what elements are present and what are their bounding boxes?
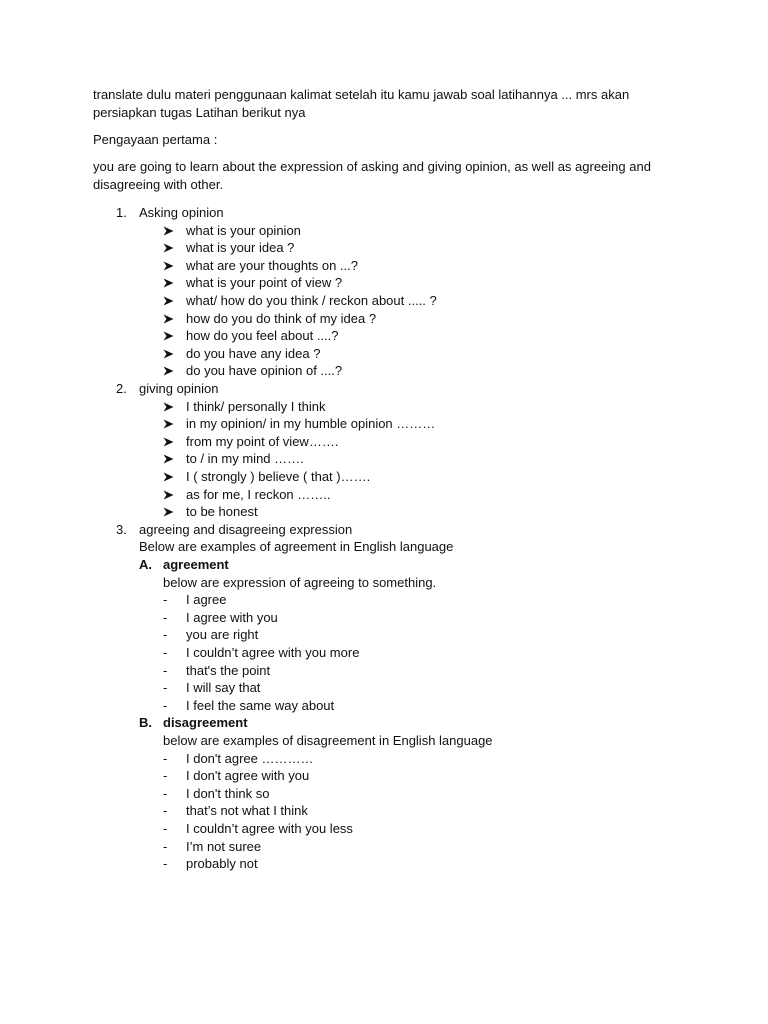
list-item: that's the point: [186, 662, 271, 678]
list-item: that’s not what I think: [186, 803, 308, 819]
list-item: what is your point of view ?: [186, 275, 343, 291]
arrowhead-bullet-icon: [163, 239, 179, 257]
list-item: in my opinion/ in my humble opinion ………: [186, 416, 436, 432]
arrowhead-bullet-icon: [163, 398, 179, 416]
list-item: I couldn’t agree with you more: [186, 645, 360, 660]
list-item: what are your thoughts on ...?: [186, 257, 358, 273]
dash-bullet: -: [163, 609, 168, 625]
section-title: giving opinion: [139, 381, 219, 396]
dash-bullet: -: [163, 750, 168, 766]
arrowhead-bullet-icon: [163, 327, 179, 345]
part-title: disagreement: [163, 715, 248, 731]
list-item: do you have opinion of ....?: [186, 363, 343, 379]
part-description: below are expression of agreeing to something.: [163, 574, 437, 590]
list-item: as for me, I reckon ……..: [186, 486, 331, 502]
list-item: what is your opinion: [186, 222, 301, 238]
part-letter: B.: [139, 715, 152, 731]
list-item: I couldn’t agree with you less: [186, 821, 353, 836]
dash-bullet: -: [163, 856, 168, 872]
list-item: what/ how do you think / reckon about ..... ?: [186, 293, 437, 308]
dash-bullet: -: [163, 662, 168, 678]
arrowhead-bullet-icon: [163, 486, 179, 504]
section-subtitle: Below are examples of agreement in English language: [139, 539, 454, 555]
list-item: I will say that: [186, 680, 261, 696]
part-description: below are examples of disagreement in English language: [163, 733, 493, 748]
section-title: Asking opinion: [139, 205, 224, 220]
intro-paragraph: translate dulu materi penggunaan kalimat setelah itu kamu jawab soal latihannya ... mrs akan persiapkan tugas Latihan berikut nya: [93, 87, 630, 120]
dash-bullet: -: [163, 803, 168, 819]
arrowhead-bullet-icon: [163, 468, 179, 486]
list-item: what is your idea ?: [186, 240, 295, 256]
list-item: I feel the same way about: [186, 697, 335, 713]
arrowhead-bullet-icon: [163, 450, 179, 468]
list-item: to / in my mind …….: [186, 451, 304, 467]
list-item: I ( strongly ) believe ( that )…….: [186, 469, 371, 484]
arrowhead-bullet-icon: [163, 274, 179, 292]
arrowhead-bullet-icon: [163, 362, 179, 380]
list-item: from my point of view…….: [186, 433, 339, 449]
dash-bullet: -: [163, 592, 168, 608]
section-number: 1.: [116, 205, 127, 220]
list-item: probably not: [186, 856, 258, 872]
list-item: I agree: [186, 592, 227, 608]
arrowhead-bullet-icon: [163, 503, 179, 521]
list-item: I don't think so: [186, 785, 270, 801]
arrowhead-bullet-icon: [163, 345, 179, 363]
list-item: I don't agree …………: [186, 750, 314, 766]
list-item: do you have any idea ?: [186, 345, 321, 361]
list-item: I’m not suree: [186, 838, 262, 854]
list-item: how do you feel about ....?: [186, 328, 339, 344]
list-item: how do you do think of my idea ?: [186, 310, 377, 326]
dash-bullet: -: [163, 627, 168, 643]
dash-bullet: -: [163, 838, 168, 854]
arrowhead-bullet-icon: [163, 433, 179, 451]
arrowhead-bullet-icon: [163, 292, 179, 310]
list-item: you are right: [186, 627, 259, 643]
dash-bullet: -: [163, 645, 168, 660]
section-title: agreeing and disagreeing expression: [139, 521, 353, 537]
list-item: I agree with you: [186, 609, 278, 625]
list-item: to be honest: [186, 504, 258, 520]
dash-bullet: -: [163, 680, 168, 696]
dash-bullet: -: [163, 768, 168, 784]
arrowhead-bullet-icon: [163, 310, 179, 328]
arrowhead-bullet-icon: [163, 222, 179, 240]
arrowhead-bullet-icon: [163, 415, 179, 433]
section-number: 3.: [116, 521, 127, 537]
dash-bullet: -: [163, 697, 168, 713]
section-number: 2.: [116, 381, 127, 396]
list-item: I think/ personally I think: [186, 398, 326, 414]
arrowhead-bullet-icon: [163, 257, 179, 275]
part-letter: A.: [139, 557, 152, 572]
heading-paragraph: Pengayaan pertama :: [93, 132, 218, 147]
part-title: agreement: [163, 557, 229, 572]
list-item: I don't agree with you: [186, 768, 310, 784]
overview-paragraph: you are going to learn about the expression of asking and giving opinion, as well as agreeing and disagreeing with other.: [93, 159, 651, 192]
dash-bullet: -: [163, 785, 168, 801]
dash-bullet: -: [163, 821, 168, 836]
